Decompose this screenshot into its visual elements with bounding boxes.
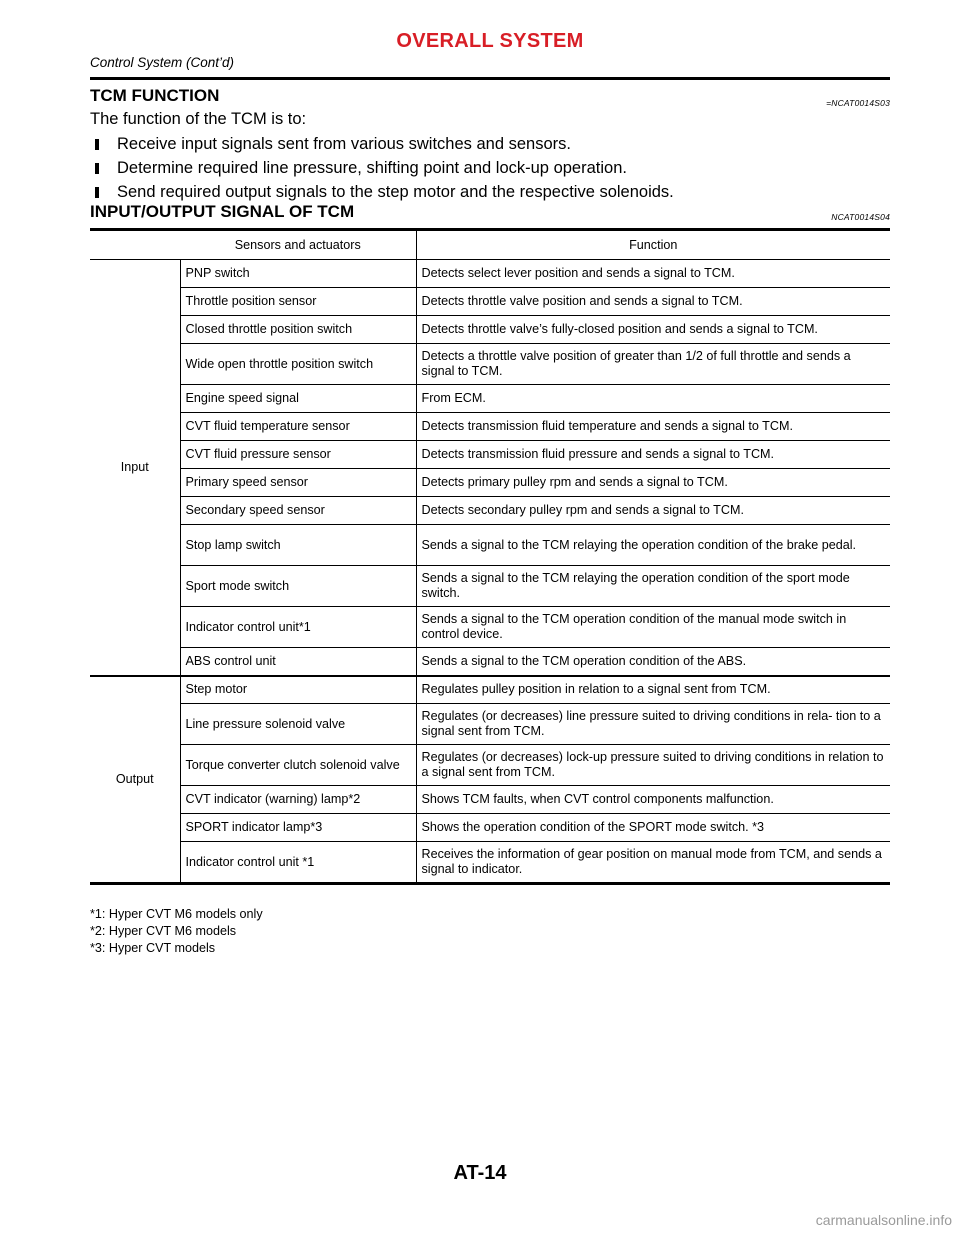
list-item — [90, 156, 674, 180]
function-cell: Sends a signal to the TCM operation condition of the ABS. — [416, 648, 890, 676]
list-item-text: Send required output signals to the step motor and the respective solenoids. — [117, 183, 674, 201]
bullet-mark — [95, 187, 99, 198]
bullet-mark — [95, 163, 99, 174]
sensor-cell: Indicator control unit *1 — [180, 842, 416, 884]
table-row — [90, 525, 890, 566]
tcm-function-code: =NCAT0014S03 — [826, 98, 890, 108]
function-cell: Regulates (or decreases) line pressure suited to driving conditions in rela- tion to a signal sent from TCM. — [416, 704, 890, 745]
function-cell: Detects a throttle valve position of greater than 1/2 of full throttle and sends a signal to TCM. — [416, 344, 890, 385]
sensor-cell: Wide open throttle position switch — [180, 344, 416, 385]
list-item — [90, 132, 674, 156]
table-row — [90, 413, 890, 441]
sensor-cell: Throttle position sensor — [180, 288, 416, 316]
io-signal-code: NCAT0014S04 — [831, 212, 890, 222]
sensor-cell: SPORT indicator lamp*3 — [180, 814, 416, 842]
io-signal-table — [90, 228, 890, 885]
sensor-cell: CVT fluid pressure sensor — [180, 441, 416, 469]
footnote: *3: Hyper CVT models — [90, 941, 216, 955]
table-row — [90, 566, 890, 607]
column-header-sensors: Sensors and actuators — [180, 230, 416, 260]
table-row — [90, 385, 890, 413]
header-rule — [90, 77, 890, 80]
function-cell: Regulates pulley position in relation to a signal sent from TCM. — [416, 676, 890, 704]
function-cell: Detects transmission fluid temperature and sends a signal to TCM. — [416, 413, 890, 441]
table-row — [90, 288, 890, 316]
sensor-cell: Engine speed signal — [180, 385, 416, 413]
table-row — [90, 497, 890, 525]
function-cell: Detects throttle valve’s fully-closed position and sends a signal to TCM. — [416, 316, 890, 344]
section-title: OVERALL SYSTEM — [396, 30, 584, 52]
sensor-cell: Secondary speed sensor — [180, 497, 416, 525]
function-cell: Detects primary pulley rpm and sends a signal to TCM. — [416, 469, 890, 497]
sensor-cell: PNP switch — [180, 260, 416, 288]
table-row — [90, 786, 890, 814]
sensor-cell: Step motor — [180, 676, 416, 704]
function-cell: Receives the information of gear position on manual mode from TCM, and sends a signal to indicator. — [421, 847, 882, 876]
function-cell: Detects transmission fluid pressure and sends a signal to TCM. — [416, 441, 890, 469]
function-cell: Sends a signal to the TCM operation condition of the manual mode switch in control device. — [416, 607, 890, 648]
sensor-cell: ABS control unit — [180, 648, 416, 676]
table-row — [90, 842, 890, 884]
table-row — [90, 745, 890, 786]
tcm-function-intro: The function of the TCM is to: — [90, 110, 307, 128]
tcm-function-heading: TCM FUNCTION — [90, 86, 220, 105]
function-cell: Sends a signal to the TCM relaying the operation condition of the brake pedal. — [416, 525, 890, 566]
sensor-cell: CVT indicator (warning) lamp*2 — [180, 786, 416, 814]
watermark: carmanualsonline.info — [815, 1212, 952, 1228]
function-cell: Shows the operation condition of the SPORT mode switch. *3 — [416, 814, 890, 842]
list-item-text: Determine required line pressure, shifting point and lock-up operation. — [117, 159, 627, 177]
column-header-function: Function — [416, 230, 890, 260]
column-header-group — [90, 230, 180, 260]
function-cell: From ECM. — [416, 385, 890, 413]
table-row — [90, 469, 890, 497]
list-item — [90, 180, 674, 204]
function-cell: Sends a signal to the TCM relaying the operation condition of the sport mode switch. — [416, 566, 890, 607]
table-row — [90, 704, 890, 745]
function-cell: Detects throttle valve position and sends a signal to TCM. — [416, 288, 890, 316]
table-row — [90, 316, 890, 344]
sensor-cell: Indicator control unit*1 — [180, 607, 416, 648]
table-row — [90, 607, 890, 648]
list-item-text: Receive input signals sent from various switches and sensors. — [117, 135, 571, 153]
tcm-function-list — [90, 132, 674, 204]
bullet-mark — [95, 139, 99, 150]
table-row — [90, 344, 890, 385]
output-group-label: Output — [90, 676, 180, 884]
input-group-label: Input — [90, 260, 180, 676]
sensor-cell: Stop lamp switch — [180, 525, 416, 566]
table-row — [90, 260, 890, 288]
function-cell: Shows TCM faults, when CVT control components malfunction. — [416, 786, 890, 814]
function-cell: Detects secondary pulley rpm and sends a signal to TCM. — [416, 497, 890, 525]
sensor-cell: Sport mode switch — [180, 566, 416, 607]
sensor-cell: Torque converter clutch solenoid valve — [180, 745, 416, 786]
sensor-cell: Primary speed sensor — [180, 469, 416, 497]
function-cell: Regulates (or decreases) lock-up pressure suited to driving conditions in relation to a signal sent from TCM. — [416, 745, 890, 786]
footnote: *2: Hyper CVT M6 models — [90, 924, 237, 938]
sensor-cell: Closed throttle position switch — [180, 316, 416, 344]
footnote: *1: Hyper CVT M6 models only — [90, 907, 263, 921]
function-cell: Detects select lever position and sends a signal to TCM. — [416, 260, 890, 288]
table-row — [90, 441, 890, 469]
table-row — [90, 648, 890, 676]
section-subtitle: Control System (Cont’d) — [90, 55, 235, 70]
page-header — [90, 28, 890, 82]
io-signal-heading: INPUT/OUTPUT SIGNAL OF TCM — [90, 202, 355, 221]
page-number: AT-14 — [453, 1162, 507, 1184]
sensor-cell: CVT fluid temperature sensor — [180, 413, 416, 441]
table-footnotes — [90, 906, 263, 957]
table-row — [90, 814, 890, 842]
table-row — [90, 676, 890, 704]
sensor-cell: Line pressure solenoid valve — [180, 704, 416, 745]
table-header-row — [90, 230, 890, 260]
